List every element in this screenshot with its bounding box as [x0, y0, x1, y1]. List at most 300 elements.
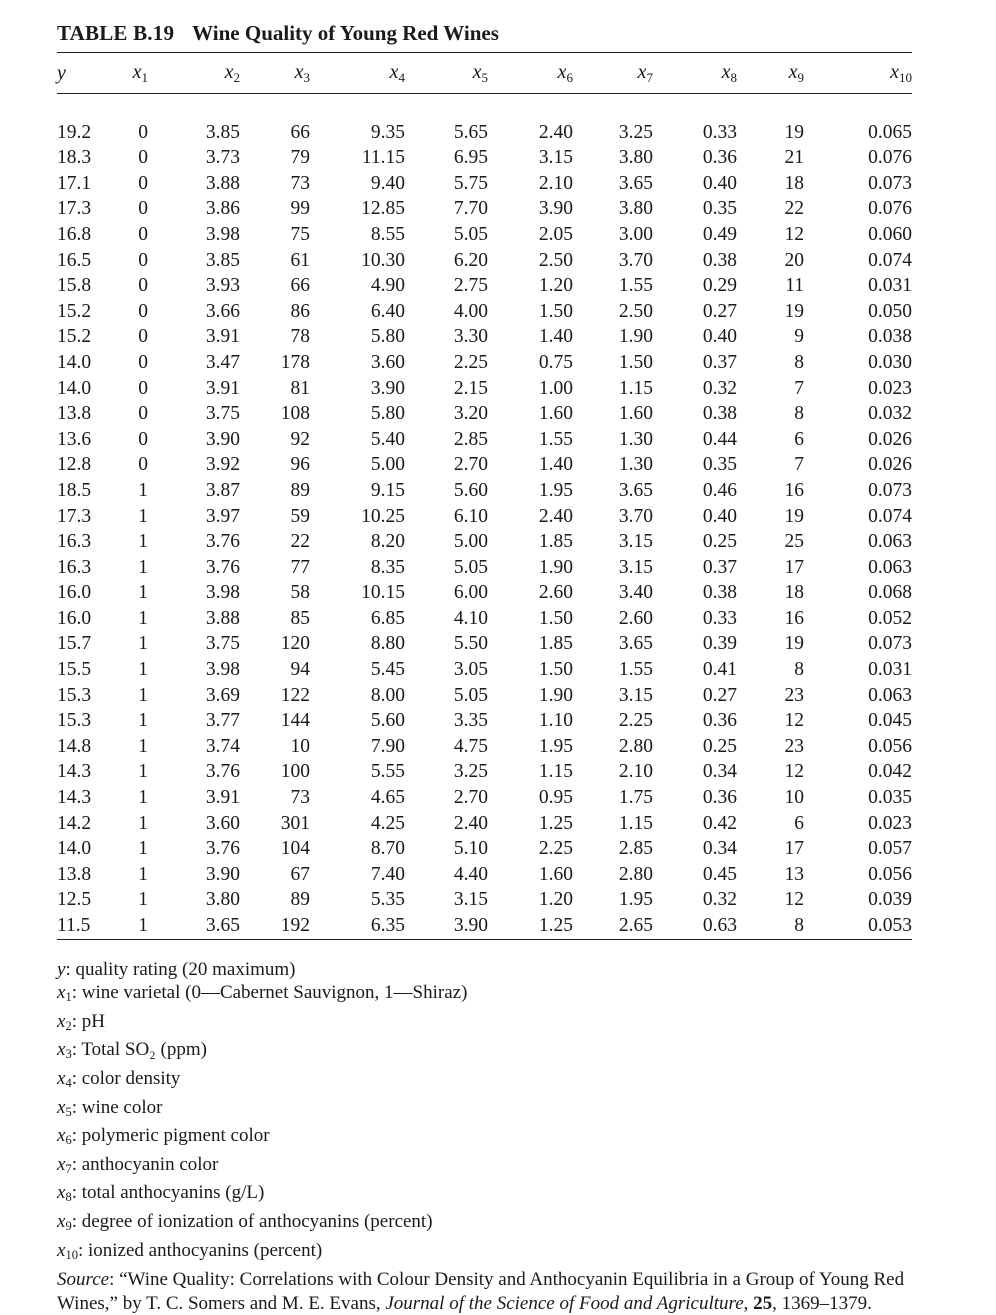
- table-cell: 1: [138, 710, 148, 732]
- table-cell: 17.3: [57, 198, 92, 220]
- table-cell: 10.30: [361, 249, 405, 271]
- note-subscript: 7: [65, 1161, 72, 1176]
- table-cell: 108: [280, 403, 310, 425]
- table-cell: 16.3: [57, 556, 92, 578]
- table-cell: 3.76: [205, 761, 240, 783]
- table-cell: 3.85: [205, 121, 240, 143]
- column-header-symbol: x: [721, 60, 731, 83]
- table-cell: 2.40: [538, 121, 573, 143]
- table-cell: 1.20: [538, 275, 573, 297]
- table-cell: 301: [280, 812, 310, 834]
- table-cell: 14.0: [57, 838, 92, 860]
- variable-note: [57, 958, 912, 982]
- table-cell: 0.36: [702, 147, 737, 169]
- table-row: [57, 324, 912, 350]
- table-cell: 3.91: [205, 377, 240, 399]
- table-cell: 15.7: [57, 633, 92, 655]
- table-cell: 0.33: [702, 607, 737, 629]
- table-cell: 3.88: [205, 607, 240, 629]
- column-header-subscript: 4: [398, 69, 405, 85]
- table-cell: 12: [784, 710, 804, 732]
- table-cell: 0: [138, 198, 148, 220]
- table-cell: 85: [290, 607, 310, 629]
- table-cell: 1.75: [618, 787, 653, 809]
- table-cell: 1: [138, 479, 148, 501]
- table-cell: 3.65: [618, 633, 653, 655]
- source-journal: Journal of the Science of Food and Agriculture: [385, 1292, 744, 1314]
- variable-note: [57, 1096, 912, 1125]
- table-cell: 10.25: [361, 505, 405, 527]
- table-cell: 3.70: [618, 505, 653, 527]
- column-header-symbol: x: [637, 60, 647, 83]
- table-cell: 1.90: [618, 326, 653, 348]
- note-symbol: x: [57, 982, 66, 1004]
- table-row: [57, 555, 912, 581]
- table-cell: 0: [138, 403, 148, 425]
- table-cell: 0: [138, 121, 148, 143]
- table-cell: 92: [290, 428, 310, 450]
- table-row: [57, 759, 912, 785]
- table-cell: 4.90: [370, 275, 405, 297]
- table-row: [57, 836, 912, 862]
- table-cell: 3.25: [453, 761, 488, 783]
- table-cell: 12: [784, 889, 804, 911]
- table-row: [57, 248, 912, 274]
- table-cell: 0.39: [702, 633, 737, 655]
- table-cell: 66: [290, 275, 310, 297]
- table-cell: 3.66: [205, 300, 240, 322]
- table-cell: 18.3: [57, 147, 92, 169]
- table-cell: 0.023: [868, 812, 912, 834]
- table-cell: 0.37: [702, 351, 737, 373]
- table-cell: 12: [784, 761, 804, 783]
- table-cell: 8.35: [370, 556, 405, 578]
- table-cell: 0.49: [702, 223, 737, 245]
- table-row: [57, 120, 912, 146]
- table-cell: 7: [794, 377, 804, 399]
- table-row: [57, 196, 912, 222]
- table-cell: 1.00: [538, 377, 573, 399]
- table-cell: 22: [784, 198, 804, 220]
- table-cell: 5.55: [370, 761, 405, 783]
- note-text: : polymeric pigment color: [71, 1125, 270, 1147]
- table-cell: 3.97: [205, 505, 240, 527]
- table-cell: 3.60: [370, 351, 405, 373]
- table-cell: 6.10: [453, 505, 488, 527]
- column-header-symbol: x: [557, 60, 567, 83]
- table-cell: 3.90: [205, 863, 240, 885]
- table-cell: 6.40: [370, 300, 405, 322]
- table-cell: 3.15: [453, 889, 488, 911]
- table-cell: 0.068: [868, 582, 912, 604]
- table-cell: 3.40: [618, 582, 653, 604]
- table-row: [57, 811, 912, 837]
- table-cell: 0: [138, 351, 148, 373]
- table-cell: 0.045: [868, 710, 912, 732]
- table-cell: 1.50: [538, 607, 573, 629]
- table-cell: 78: [290, 326, 310, 348]
- table-cell: 81: [290, 377, 310, 399]
- table-cell: 0.030: [868, 351, 912, 373]
- table-cell: 23: [784, 735, 804, 757]
- table-cell: 5.80: [370, 403, 405, 425]
- table-cell: 5.35: [370, 889, 405, 911]
- table-row: [57, 273, 912, 299]
- table-cell: 3.73: [205, 147, 240, 169]
- variable-note: [57, 1067, 912, 1096]
- variable-note: [57, 1124, 912, 1153]
- table-cell: 1: [138, 607, 148, 629]
- table-cell: 0.063: [868, 531, 912, 553]
- table-cell: 6.20: [453, 249, 488, 271]
- table-cell: 0.076: [868, 198, 912, 220]
- table-cell: 0.073: [868, 633, 912, 655]
- table-cell: 3.15: [618, 684, 653, 706]
- table-cell: 13: [784, 863, 804, 885]
- note-text: : degree of ionization of anthocyanins (percent): [71, 1210, 433, 1232]
- table-cell: 0: [138, 275, 148, 297]
- table-cell: 2.10: [538, 172, 573, 194]
- table-cell: 8.55: [370, 223, 405, 245]
- table-cell: 1.50: [618, 351, 653, 373]
- table-cell: 67: [290, 863, 310, 885]
- table-cell: 0.052: [868, 607, 912, 629]
- table-cell: 14.8: [57, 735, 92, 757]
- table-cell: 0.023: [868, 377, 912, 399]
- table-cell: 2.50: [618, 300, 653, 322]
- table-cell: 3.90: [453, 915, 488, 936]
- column-header-symbol: x: [890, 60, 899, 83]
- note-symbol: x: [57, 1182, 66, 1204]
- table-cell: 3.60: [205, 812, 240, 834]
- table-cell: 3.25: [618, 121, 653, 143]
- note-subscript: 5: [65, 1104, 72, 1119]
- table-cell: 9.15: [370, 479, 405, 501]
- header-rule: [57, 94, 912, 120]
- note-symbol: x: [57, 1010, 66, 1032]
- table-cell: 8.20: [370, 531, 405, 553]
- table-cell: 120: [280, 633, 310, 655]
- note-subscript: 9: [65, 1218, 72, 1233]
- column-header: [653, 53, 737, 94]
- table-label: TABLE B.19: [57, 21, 175, 45]
- table-cell: 3.80: [618, 147, 653, 169]
- table-cell: 14.2: [57, 812, 92, 834]
- table-row: [57, 606, 912, 632]
- source-pages: , 1369–1379.: [772, 1292, 872, 1314]
- table-cell: 0.25: [702, 735, 737, 757]
- table-cell: 3.69: [205, 684, 240, 706]
- table-row: [57, 580, 912, 606]
- table-cell: 2.25: [618, 710, 653, 732]
- table-cell: 1: [138, 787, 148, 809]
- table-cell: 19: [784, 505, 804, 527]
- table-cell: 0.40: [702, 505, 737, 527]
- column-header: [240, 53, 310, 94]
- table-cell: 3.15: [618, 556, 653, 578]
- table-cell: 1: [138, 812, 148, 834]
- table-cell: 73: [290, 787, 310, 809]
- table-cell: 178: [280, 351, 310, 373]
- table-cell: 1: [138, 915, 148, 936]
- table-cell: 5.45: [370, 659, 405, 681]
- table-cell: 1.15: [618, 812, 653, 834]
- table-cell: 0.38: [702, 403, 737, 425]
- table-row: [57, 222, 912, 248]
- column-header: [804, 53, 912, 94]
- table-cell: 1.90: [538, 556, 573, 578]
- table-cell: 5.00: [370, 454, 405, 476]
- table-cell: 18: [784, 172, 804, 194]
- table-cell: 1.15: [618, 377, 653, 399]
- table-cell: 14.3: [57, 761, 92, 783]
- column-header: [737, 53, 804, 94]
- table-cell: 0.34: [702, 761, 737, 783]
- table-cell: 5.60: [370, 710, 405, 732]
- table-cell: 0: [138, 428, 148, 450]
- table-cell: 3.90: [205, 428, 240, 450]
- note-subscript: 2: [65, 1018, 72, 1033]
- table-cell: 1.30: [618, 428, 653, 450]
- table-cell: 4.00: [453, 300, 488, 322]
- table-cell: 0.073: [868, 172, 912, 194]
- table-cell: 0.039: [868, 889, 912, 911]
- table-cell: 0: [138, 249, 148, 271]
- table-cell: 3.93: [205, 275, 240, 297]
- column-header: [488, 53, 573, 94]
- table-cell: 0.45: [702, 863, 737, 885]
- table-cell: 14.3: [57, 787, 92, 809]
- table-cell: 61: [290, 249, 310, 271]
- table-cell: 1.25: [538, 915, 573, 936]
- table-page: [57, 20, 912, 1315]
- table-cell: 0.057: [868, 838, 912, 860]
- table-cell: 2.40: [453, 812, 488, 834]
- table-cell: 15.3: [57, 684, 92, 706]
- table-cell: 3.80: [618, 198, 653, 220]
- table-cell: 4.25: [370, 812, 405, 834]
- table-cell: 8.80: [370, 633, 405, 655]
- table-cell: 8: [794, 351, 804, 373]
- table-cell: 2.70: [453, 454, 488, 476]
- table-cell: 2.80: [618, 735, 653, 757]
- table-cell: 5.40: [370, 428, 405, 450]
- note-symbol: y: [57, 958, 66, 980]
- column-header-subscript: 5: [481, 69, 488, 85]
- table-cell: 0: [138, 454, 148, 476]
- table-cell: 1: [138, 505, 148, 527]
- table-cell: 0.41: [702, 659, 737, 681]
- table-cell: 7.90: [370, 735, 405, 757]
- column-header: [573, 53, 653, 94]
- table-cell: 89: [290, 479, 310, 501]
- table-cell: 0: [138, 377, 148, 399]
- table-cell: 1.85: [538, 531, 573, 553]
- table-cell: 77: [290, 556, 310, 578]
- table-cell: 15.8: [57, 275, 92, 297]
- table-cell: 66: [290, 121, 310, 143]
- table-cell: 3.00: [618, 223, 653, 245]
- table-cell: 1: [138, 838, 148, 860]
- table-cell: 96: [290, 454, 310, 476]
- table-row: [57, 529, 912, 555]
- table-cell: 7.70: [453, 198, 488, 220]
- table-row: [57, 708, 912, 734]
- table-cell: 1: [138, 582, 148, 604]
- table-cell: 6: [794, 428, 804, 450]
- table-cell: 0.25: [702, 531, 737, 553]
- table-cell: 1.60: [618, 403, 653, 425]
- table-cell: 99: [290, 198, 310, 220]
- table-cell: 0.073: [868, 479, 912, 501]
- table-row: [57, 145, 912, 171]
- table-cell: 2.40: [538, 505, 573, 527]
- table-row: [57, 683, 912, 709]
- table-cell: 1: [138, 659, 148, 681]
- table-cell: 3.65: [205, 915, 240, 936]
- table-cell: 18: [784, 582, 804, 604]
- table-cell: 0.063: [868, 556, 912, 578]
- table-cell: 0.36: [702, 787, 737, 809]
- column-header-subscript: 1: [141, 69, 148, 85]
- table-cell: 12.5: [57, 889, 92, 911]
- table-cell: 1.15: [538, 761, 573, 783]
- table-cell: 2.15: [453, 377, 488, 399]
- table-cell: 1.95: [538, 735, 573, 757]
- table-cell: 1: [138, 735, 148, 757]
- table-cell: 1.85: [538, 633, 573, 655]
- table-cell: 3.92: [205, 454, 240, 476]
- table-cell: 0.031: [868, 659, 912, 681]
- table-cell: 13.6: [57, 428, 92, 450]
- variable-note: [57, 1010, 912, 1039]
- table-cell: 17.1: [57, 172, 92, 194]
- table-cell: 10: [784, 787, 804, 809]
- table-cell: 0.36: [702, 710, 737, 732]
- table-cell: 17: [784, 556, 804, 578]
- table-cell: 3.65: [618, 479, 653, 501]
- table-cell: 3.15: [538, 147, 573, 169]
- table-cell: 3.20: [453, 403, 488, 425]
- table-cell: 3.86: [205, 198, 240, 220]
- table-cell: 0.40: [702, 172, 737, 194]
- table-cell: 3.76: [205, 556, 240, 578]
- column-header-subscript: 3: [303, 69, 310, 85]
- table-cell: 0.75: [538, 351, 573, 373]
- table-cell: 59: [290, 505, 310, 527]
- table-cell: 3.98: [205, 582, 240, 604]
- note-text: : anthocyanin color: [71, 1153, 219, 1175]
- table-cell: 16.3: [57, 531, 92, 553]
- source-volume: 25: [753, 1292, 773, 1314]
- table-cell: 1.90: [538, 684, 573, 706]
- note-text: : wine varietal (0—Cabernet Sauvignon, 1—Shiraz): [71, 982, 468, 1004]
- table-cell: 15.5: [57, 659, 92, 681]
- table-cell: 6.95: [453, 147, 488, 169]
- table-cell: 2.65: [618, 915, 653, 936]
- table-cell: 5.05: [453, 556, 488, 578]
- table-cell: 0.050: [868, 300, 912, 322]
- table-cell: 144: [280, 710, 310, 732]
- column-header-symbol: x: [788, 60, 798, 83]
- table-cell: 0.076: [868, 147, 912, 169]
- table-cell: 0.46: [702, 479, 737, 501]
- table-cell: 2.50: [538, 249, 573, 271]
- table-cell: 22: [290, 531, 310, 553]
- table-cell: 0.056: [868, 863, 912, 885]
- table-cell: 17: [784, 838, 804, 860]
- table-cell: 15.3: [57, 710, 92, 732]
- note-subscript: 1: [65, 990, 72, 1005]
- table-cell: 0.95: [538, 787, 573, 809]
- table-cell: 58: [290, 582, 310, 604]
- table-cell: 6: [794, 812, 804, 834]
- table-cell: 0.29: [702, 275, 737, 297]
- table-cell: 2.80: [618, 863, 653, 885]
- table-row: [57, 427, 912, 453]
- table-cell: 0.038: [868, 326, 912, 348]
- table-row: [57, 887, 912, 913]
- table-cell: 1: [138, 863, 148, 885]
- table-cell: 9.35: [370, 121, 405, 143]
- table-cell: 0.27: [702, 300, 737, 322]
- table-cell: 15.2: [57, 326, 92, 348]
- table-cell: 13.8: [57, 863, 92, 885]
- table-row: [57, 913, 912, 939]
- note-text: : quality rating (20 maximum): [65, 958, 296, 980]
- variable-note: [57, 1210, 912, 1239]
- table-cell: 15.2: [57, 300, 92, 322]
- table-cell: 8.00: [370, 684, 405, 706]
- source-text: : “Wine Quality: Correlations with Colour Density and Anthocyanin Equilibria in a Group of Young Red Wines,” by T. C. Somers and M. E. Evans,: [57, 1269, 905, 1314]
- table-cell: 5.05: [453, 684, 488, 706]
- table-cell: 7.40: [370, 863, 405, 885]
- column-header: [405, 53, 488, 94]
- table-cell: 11: [785, 275, 804, 297]
- note-symbol: x: [57, 1239, 66, 1261]
- table-cell: 3.87: [205, 479, 240, 501]
- column-header-subscript: 10: [899, 69, 912, 85]
- table-row: [57, 401, 912, 427]
- table-cell: 8: [794, 659, 804, 681]
- table-cell: 1: [138, 889, 148, 911]
- table-cell: 1: [138, 556, 148, 578]
- column-header-subscript: 8: [730, 69, 737, 85]
- table-cell: 0.074: [868, 249, 912, 271]
- table-cell: 3.98: [205, 659, 240, 681]
- table-cell: 16.5: [57, 249, 92, 271]
- bottom-rule: [57, 939, 912, 940]
- table-cell: 1.55: [538, 428, 573, 450]
- table-row: [57, 657, 912, 683]
- table-cell: 3.90: [538, 198, 573, 220]
- table-cell: 2.05: [538, 223, 573, 245]
- table-cell: 1.20: [538, 889, 573, 911]
- table-cell: 9.40: [370, 172, 405, 194]
- table-cell: 3.98: [205, 223, 240, 245]
- column-header-symbol: y: [57, 61, 66, 84]
- table-cell: 4.10: [453, 607, 488, 629]
- table-cell: 0.63: [702, 915, 737, 936]
- table-row: [57, 478, 912, 504]
- table-cell: 25: [784, 531, 804, 553]
- note-subscript: 4: [65, 1075, 72, 1090]
- table-cell: 0.056: [868, 735, 912, 757]
- table-cell: 1: [138, 684, 148, 706]
- table-cell: 5.10: [453, 838, 488, 860]
- note-subscript: 8: [65, 1190, 72, 1205]
- note-subscript: 6: [65, 1133, 72, 1148]
